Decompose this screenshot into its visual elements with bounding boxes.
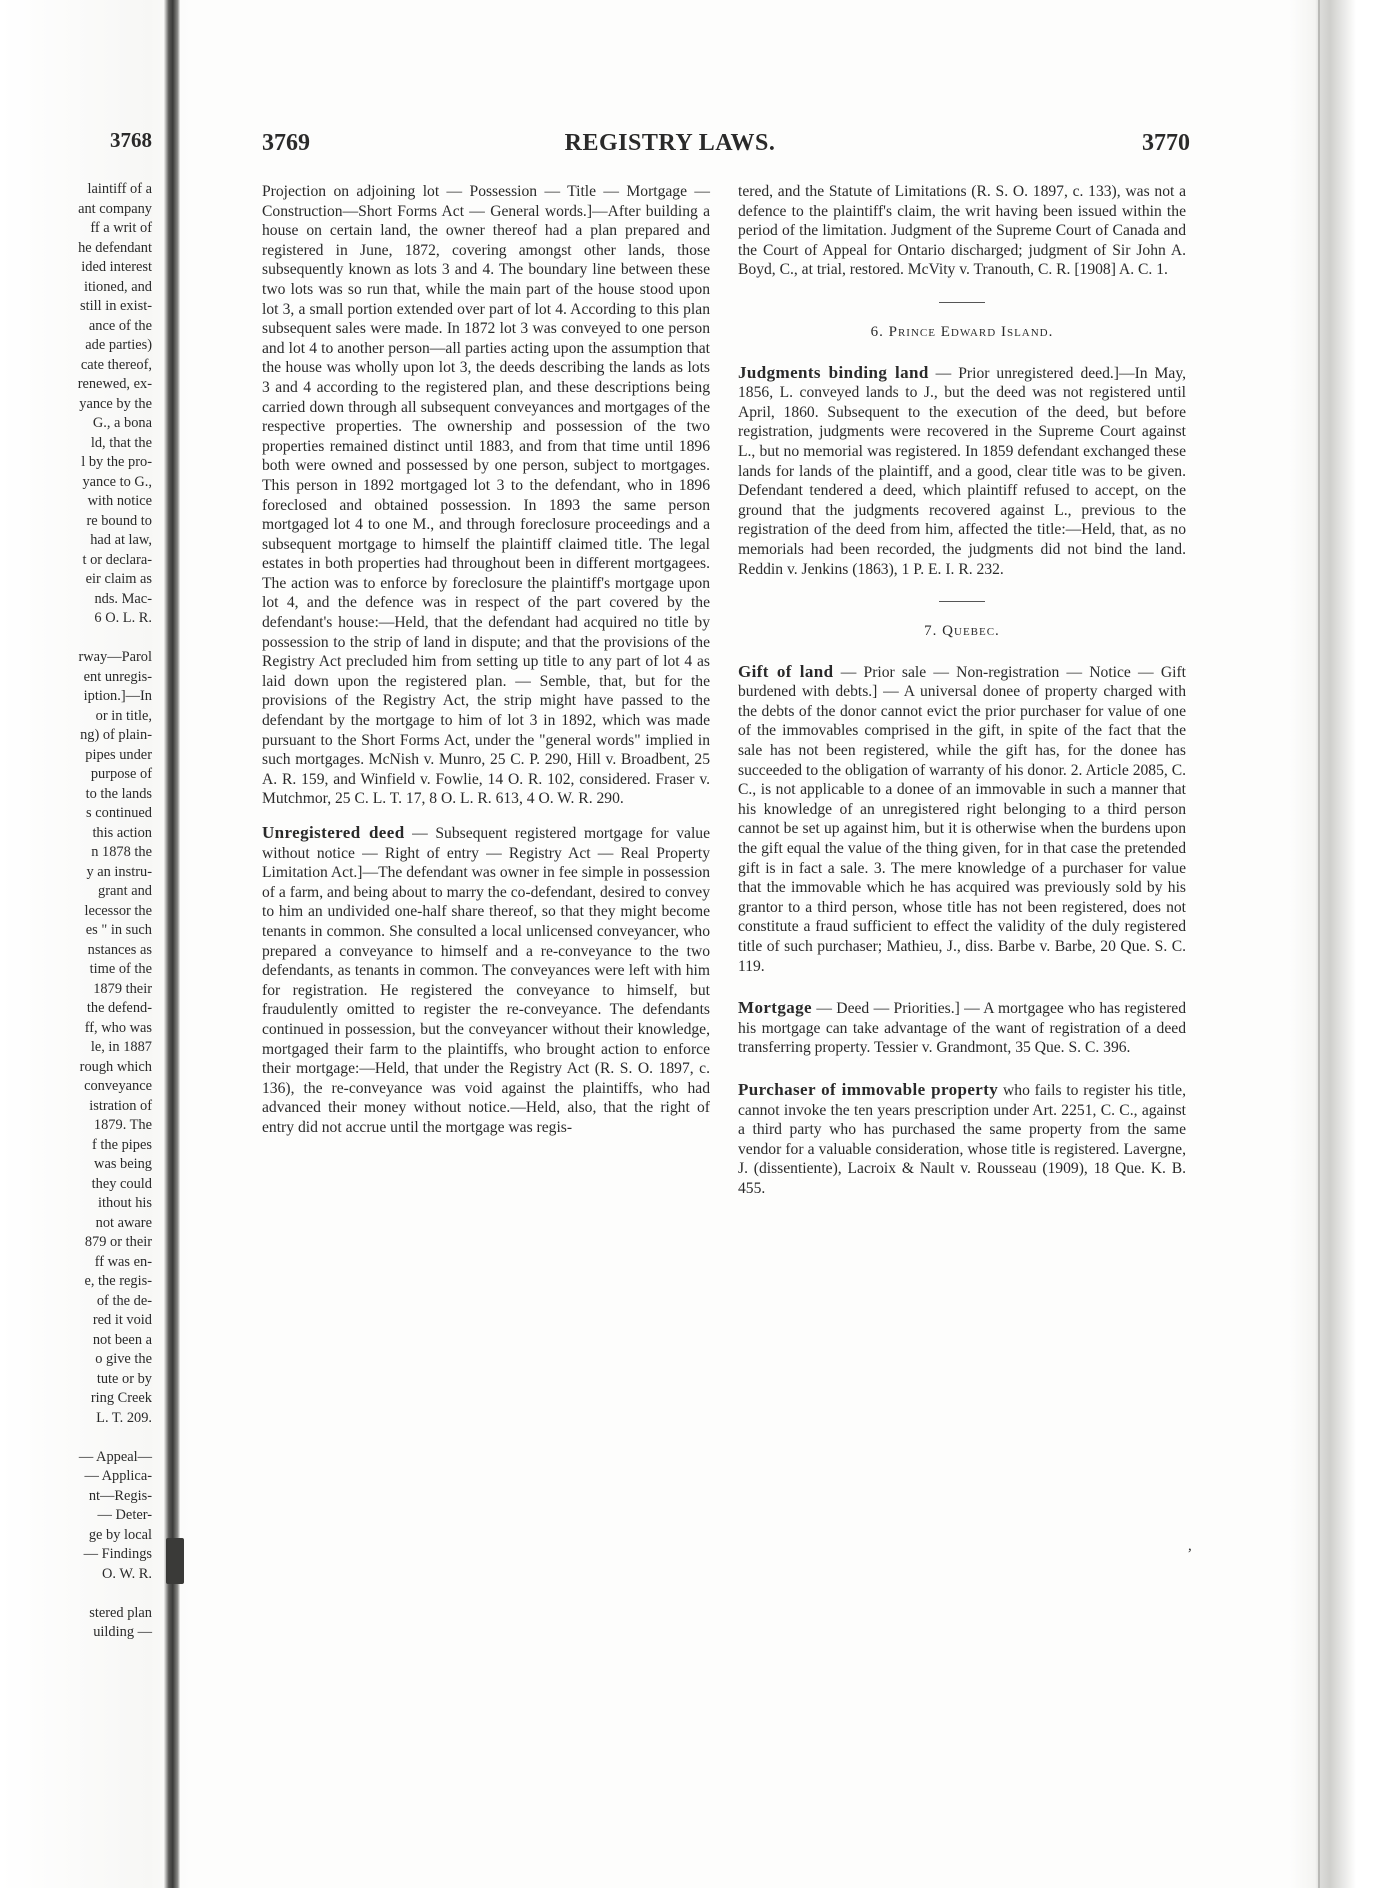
left-page-line: ided interest bbox=[81, 259, 152, 275]
entry-body: — Deed — Priorities.] — A mortgagee who has registered his mortgage can take advantage of the want of registration of a deed transferring property. Tessier v. Grandmont, 35 Que. S. C. 396. bbox=[738, 1000, 1186, 1057]
entry-unregistered-deed bbox=[262, 823, 710, 1138]
left-page-line: ge by local bbox=[88, 1526, 152, 1543]
left-page-line: — Appeal— bbox=[78, 1448, 152, 1465]
left-page-line: red it void bbox=[92, 1312, 152, 1328]
left-page-line: ithout his bbox=[98, 1195, 152, 1211]
left-page-line: not aware bbox=[95, 1214, 152, 1231]
left-page-line: re bound to bbox=[86, 512, 152, 529]
left-page-line: — Deter- bbox=[97, 1507, 152, 1523]
left-page-line: s continued bbox=[86, 805, 152, 821]
left-page-line: grant and bbox=[98, 883, 152, 899]
left-page-line: time of the bbox=[89, 961, 152, 977]
left-page-line: pipes under bbox=[85, 746, 152, 763]
left-page-line: uilding — bbox=[93, 1624, 152, 1640]
entry-heading: Mortgage bbox=[738, 998, 812, 1018]
left-page-line: O. W. R. bbox=[102, 1565, 152, 1582]
left-page-line: 6 O. L. R. bbox=[94, 610, 152, 626]
entry-body: — Subsequent registered mortgage for value without notice — Right of entry — Registry Act — Real Property Limitation Act.]—The defendant was owner in fee simple in possession of a farm, and being about to marry the co-defendant, desired to convey to him an undivided one-half share thereof, so that they might become tenants in common. She consulted a local unlicensed conveyancer, who prepared a conveyance to himself and a re-conveyance to the two defendants, as tenants in common. The conveyances were left with him for registration. He registered the conveyance to himself, but fraudulently omitted to register the re-conveyance. The defendants continued in possession, but the conveyancer without their knowledge, mortgaged their farm to the plaintiffs, who brought action to enforce their mortgage:—Held, that under the Registry Act (R. S. O. 1897, c. 136), the re-conveyance was void against the plaintiffs, who had advanced their money without notice.—Held, also, that the right of entry did not accrue until the mortgage was regis- bbox=[262, 825, 710, 1136]
left-page-line bbox=[0, 1584, 152, 1604]
section-heading-pei: 6. Prince Edward Island. bbox=[870, 323, 1054, 340]
left-page-line: conveyance bbox=[84, 1078, 152, 1094]
left-page-line: n 1878 the bbox=[91, 844, 152, 860]
stray-mark: , bbox=[1188, 1538, 1192, 1554]
entry-heading: Unregistered deed bbox=[262, 823, 405, 842]
left-page-line: of the de- bbox=[96, 1292, 152, 1309]
left-page-line: — Findings bbox=[83, 1546, 152, 1562]
left-page-line: ent unregis- bbox=[83, 668, 152, 685]
entry-gift-of-land bbox=[738, 662, 1186, 977]
binding-clip bbox=[166, 1538, 184, 1584]
book-gutter bbox=[164, 0, 180, 1888]
left-page-line: iption.]—In bbox=[83, 688, 152, 704]
left-page-line: was being bbox=[94, 1156, 152, 1172]
left-page-line: l by the pro- bbox=[81, 454, 152, 470]
left-page-line: ant company bbox=[78, 200, 152, 217]
left-page-line: nstances as bbox=[87, 941, 152, 958]
section-heading-quebec: 7. Quebec. bbox=[924, 623, 1000, 640]
left-page-line: eir claim as bbox=[85, 571, 152, 587]
left-page-line: yance by the bbox=[79, 395, 152, 412]
left-page-line: this action bbox=[92, 824, 152, 841]
entry-judgments-binding-land bbox=[738, 363, 1186, 580]
left-page-line: cate thereof, bbox=[80, 356, 152, 373]
entry-body: who fails to register his title, cannot invoke the ten years prescription under Art. 2251, C. C., against a third party who has purchased the same property from the same vendor for a valuable consideration, whose title is registered. Lavergne, J. (dissentiente), Lacroix & Nault v. Rousseau (1909), 18 Que. K. B. 455. bbox=[738, 1081, 1186, 1197]
entry-heading: Gift of land bbox=[738, 661, 834, 681]
left-page-line bbox=[0, 1428, 152, 1448]
page-number-left: 3769 bbox=[262, 130, 310, 156]
left-page-line: 1879. The bbox=[93, 1117, 152, 1133]
left-page-line: stered plan bbox=[89, 1604, 152, 1621]
left-page-line: ade parties) bbox=[85, 337, 152, 353]
left-page-line: le, in 1887 bbox=[90, 1039, 152, 1055]
left-page-line: renewed, ex- bbox=[77, 376, 152, 392]
entry-body: — Prior sale — Non-registration — Notice — Gift burdened with debts.] — A universal donee of property charged with the debts of the donor cannot evict the prior purchaser for value of one of the immovables comprised in the gift, in spite of the fact that the sale has not been registered, while the gift has, for the donee has succeeded to the obligation of warranty of his donor. 2. Article 2085, C. C., is not applicable to a donee of an immovable in such a manner that his knowledge of an unregistered right belonging to a third person cannot be set up against him, but it is otherwise when the burdens upon the gift equal the value of the thing given, for in that case the pretended gift is in fact a sale. 3. The mere knowledge of a purchaser for value that the immovable which he has acquired was previously sold by his grantor to a third person, whose title has not been registered, does not constitute a fraud sufficient to effect the validity of the duly registered title of such purchaser; Mathieu, J., diss. Barbe v. Barbe, 20 Que. S. C. 119. bbox=[738, 663, 1186, 975]
left-page-line: 879 or their bbox=[84, 1234, 152, 1250]
left-page-line: nt—Regis- bbox=[88, 1487, 152, 1504]
page-edge bbox=[1318, 0, 1320, 1888]
section-divider bbox=[939, 601, 985, 602]
left-page-line bbox=[0, 629, 152, 649]
left-page-line: itioned, and bbox=[84, 278, 152, 295]
entry-continuation: tered, and the Statute of Limitations (R. S. O. 1897, c. 133), was not a defence to the plaintiff's claim, the writ having been issued within the period of the limitation. Judgment of the Supreme Court of Canada and the Court of Appeal for Ontario discharged; judgment of Sir John A. Boyd, C., at trial, restored. McVity v. Tranouth, C. R. [1908] A. C. 1. bbox=[738, 183, 1186, 279]
left-page-line: laintiff of a bbox=[87, 181, 152, 197]
left-page-fragment bbox=[0, 0, 160, 1888]
left-page-line: o give the bbox=[95, 1351, 152, 1367]
page-number-right: 3770 bbox=[1142, 130, 1190, 156]
entry-projection-on-adjoining-lot: Projection on adjoining lot — Possession — Title — Mortgage — Construction—Short Forms Act — General words.]—After building a house on certain land, the owner thereof had a plan prepared and registered in June, 1872, covering amongst other lands, those subsequently known as lots 3 and 4. The boundary line between these two lots was so run that, while the main part of the house stood upon lot 3, a small portion extended over part of lot 4. According to this plan subsequent sales were made. In 1872 lot 3 was conveyed to one person and lot 4 to another person—all parties acting upon the assumption that the house was wholly upon lot 3, the deeds describing the lands as lots 3 and 4 according to the registered plan, and these descriptions being carried down through all subsequent conveyances and mortgages of the respective properties. The ownership and possession of the two properties remained distinct until 1883, and from that time until 1896 both were owned and possessed by one person, subject to mortgages. This person in 1892 mortgaged lot 3 to the defendant, who in 1896 foreclosed and obtained possession. In 1893 the same person mortgaged lot 4 to one M., and through foreclosure proceedings and a subsequent mortgage to himself the plaintiff claimed title. The legal estates in both properties had throughout been in different mortgagees. The action was to enforce by foreclosure the plaintiff's mortgage upon lot 4, and the defence was in respect of the part covered by the defendant's house:—Held, that the defendant had acquired no title by possession to the strip of land in dispute; and that the provisions of the Registry Act precluded him from setting up title to any part of lot 4 as laid down upon the registered plan. — Semble, that, but for the provisions of the Registry Act, the strip might have passed to the defendant by the mortgage to him of lot 3 in 1892, which was made pursuant to the Short Forms Act, under the "general words" implied in such mortgages. McNish v. Munro, 25 C. P. 290, Hill v. Broadbent, 25 A. R. 159, and Winfield v. Fowlie, 14 O. R. 102, considered. Fraser v. Mutchmor, 25 C. L. T. 17, 8 O. L. R. 613, 4 O. W. R. 290. bbox=[262, 183, 710, 808]
column-left bbox=[262, 182, 710, 1138]
left-page-line: y an instru- bbox=[86, 863, 152, 880]
left-page-line: they could bbox=[91, 1175, 152, 1192]
left-page-line: rway—Parol bbox=[78, 649, 152, 665]
left-page-number: 3768 bbox=[110, 128, 152, 152]
entry-heading: Judgments binding land bbox=[738, 362, 929, 382]
left-page-line: the defend- bbox=[86, 1000, 152, 1016]
left-page-line: not been a bbox=[92, 1331, 152, 1348]
left-page-line: e, the regis- bbox=[84, 1273, 152, 1289]
left-page-line: ld, that the bbox=[90, 434, 152, 451]
left-page-line: es " in such bbox=[85, 922, 152, 938]
running-title: REGISTRY LAWS. bbox=[564, 130, 776, 156]
left-page-line: to the lands bbox=[85, 785, 152, 802]
left-page-line: purpose of bbox=[90, 766, 152, 782]
left-page-line: ff a writ of bbox=[90, 220, 152, 236]
left-page-line: ff, who was bbox=[84, 1019, 152, 1036]
column-right bbox=[738, 182, 1186, 1199]
left-page-line: with notice bbox=[87, 493, 152, 509]
left-page-line: had at law, bbox=[90, 532, 152, 548]
left-page-line: ff was en- bbox=[94, 1253, 152, 1270]
left-page-line: ng) of plain- bbox=[80, 727, 152, 743]
left-page-line: L. T. 209. bbox=[96, 1409, 152, 1426]
left-page-line: lecessor the bbox=[84, 902, 152, 919]
left-page-line: — Applica- bbox=[84, 1468, 152, 1484]
left-page-line: f the pipes bbox=[92, 1136, 152, 1153]
left-page-line: istration of bbox=[89, 1097, 152, 1114]
left-page-line: rough which bbox=[79, 1058, 152, 1075]
entry-purchaser-of-immovable-property bbox=[738, 1080, 1186, 1199]
left-page-line: nds. Mac- bbox=[94, 590, 152, 607]
left-page-line: t or declara- bbox=[82, 551, 152, 568]
left-page-line: yance to G., bbox=[82, 473, 152, 490]
left-page-line: ring Creek bbox=[90, 1390, 152, 1406]
left-page-line: G., a bona bbox=[92, 415, 152, 431]
entry-heading: Purchaser of immovable property bbox=[738, 1079, 999, 1099]
left-page-line: 1879 their bbox=[93, 980, 152, 997]
left-page-line: tute or by bbox=[96, 1370, 152, 1387]
left-page-text-lines bbox=[0, 180, 152, 1643]
section-divider bbox=[939, 302, 985, 303]
entry-body: — Prior unregistered deed.]—In May, 1856, L. conveyed lands to J., but the deed was not registered until April, 1860. Subsequent to the execution of the deed, but before registration, judgments were recovered in the Supreme Court against L., but no memorial was registered. In 1859 defendant exchanged these lands for lands of the plaintiff, and a good, clear title was to be given. Defendant tendered a deed, which plaintiff refused to accept, on the ground that the judgments recovered against L., previous to the registration of the deed from him, affected the title:—Held, that, as no memorials had been recorded, the judgments did not bind the land. Reddin v. Jenkins (1863), 1 P. E. I. R. 232. bbox=[738, 364, 1186, 578]
left-page-line: ance of the bbox=[88, 317, 152, 334]
left-page-line: or in title, bbox=[95, 707, 152, 724]
left-page-line: still in exist- bbox=[80, 298, 152, 314]
entry-mortgage bbox=[738, 998, 1186, 1058]
left-page-line: he defendant bbox=[78, 239, 152, 256]
